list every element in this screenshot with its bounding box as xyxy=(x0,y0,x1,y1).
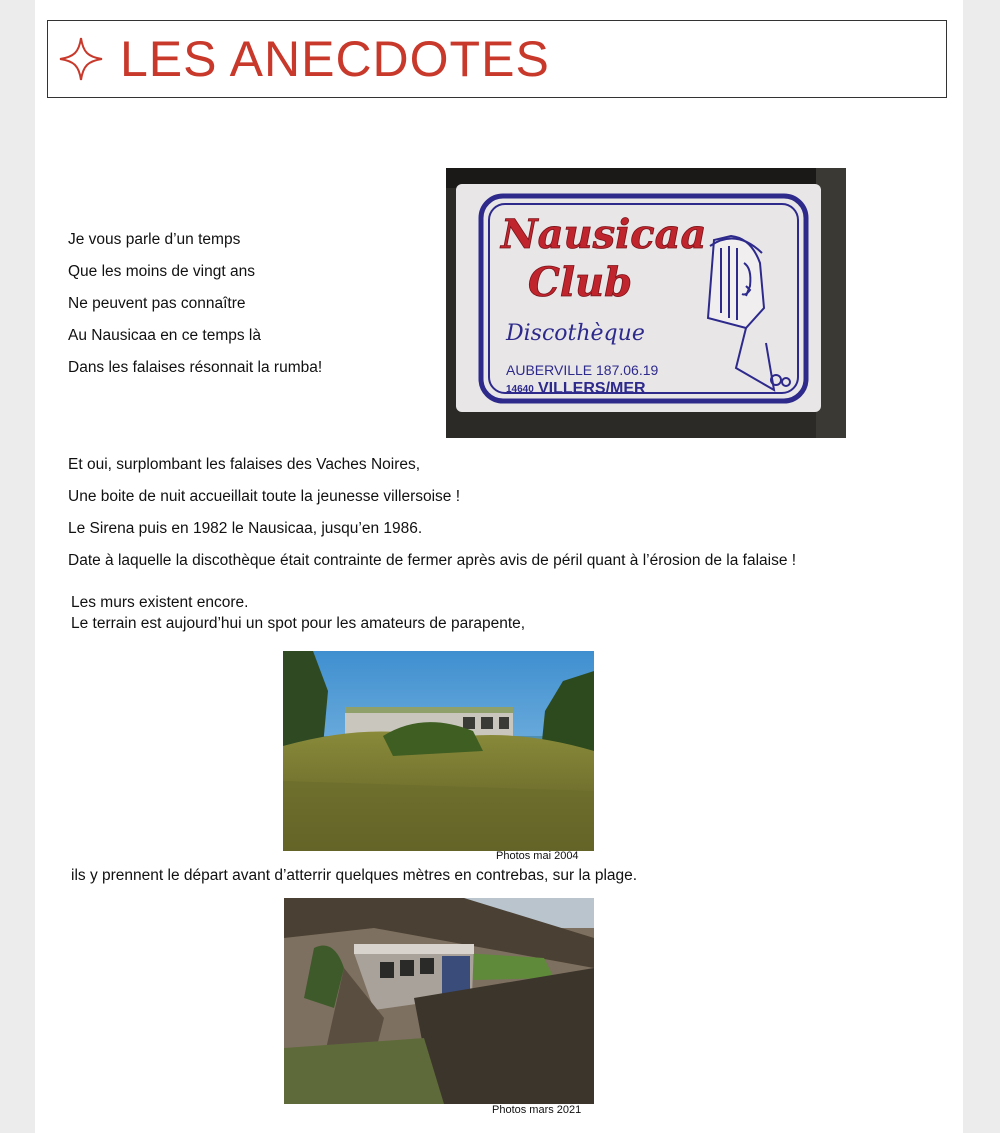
ticket-address-line: AUBERVILLE 187.06.19 xyxy=(506,362,659,378)
text-line: Date à laquelle la discothèque était contrainte de fermer après avis de péril quant à l’érosion de la falaise ! xyxy=(68,552,797,569)
title-banner xyxy=(47,20,947,98)
poem-line: Que les moins de vingt ans xyxy=(68,263,255,280)
text-line: Les murs existent encore. xyxy=(71,594,249,611)
text-line: Le terrain est aujourd’hui un spot pour les amateurs de parapente, xyxy=(71,615,526,632)
page-title: LES ANECDOTES xyxy=(120,31,550,87)
ticket-postcode: 14640 xyxy=(506,384,534,395)
four-point-star-icon xyxy=(58,36,104,82)
poem-line: Dans les falaises résonnait la rumba! xyxy=(68,359,323,376)
ticket-town: VILLERS/MER xyxy=(538,380,646,397)
paragliding-paragraph: ils y prennent le départ avant d’atterrir quelques mètres en contrebas, sur la plage. xyxy=(71,867,638,884)
ticket-subtitle: Discothèque xyxy=(506,321,645,346)
text-line: Le Sirena puis en 1982 le Nausicaa, jusqu’en 1986. xyxy=(68,520,423,537)
text-line: Et oui, surplombant les falaises des Vaches Noires, xyxy=(68,456,421,473)
text-line: Une boite de nuit accueillait toute la jeunesse villersoise ! xyxy=(68,488,461,505)
ticket-logo-nausicaa: Nausicaa xyxy=(501,211,707,258)
ruins-photo-2004 xyxy=(283,651,594,851)
poem-line: Au Nausicaa en ce temps là xyxy=(68,327,261,344)
photo-caption: Photos mars 2021 xyxy=(492,1104,582,1116)
history-paragraph xyxy=(68,449,948,577)
poem-line: Je vous parle d’un temps xyxy=(68,231,241,248)
walls-paragraph xyxy=(71,592,525,634)
ruins-photo-2021 xyxy=(284,898,594,1104)
poem-line: Ne peuvent pas connaître xyxy=(68,295,246,312)
document-page xyxy=(35,0,963,1133)
photo-caption: Photos mai 2004 xyxy=(496,850,579,862)
ticket-logo-club: Club xyxy=(528,259,633,306)
nausicaa-club-ticket-photo xyxy=(446,168,846,438)
poem-block xyxy=(68,224,322,384)
